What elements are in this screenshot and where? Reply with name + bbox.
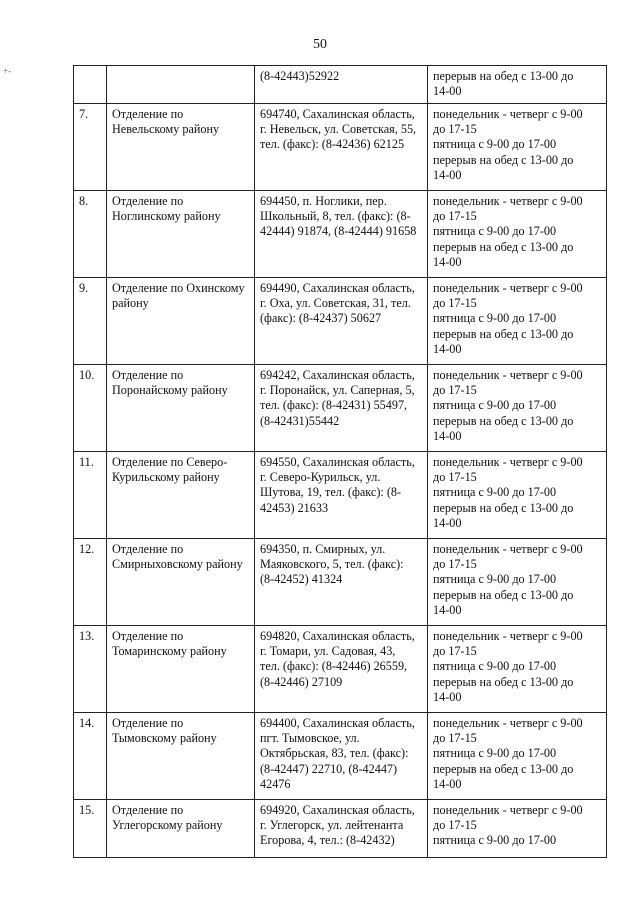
row-number: 13. [79, 629, 95, 643]
office-address: 694490, Сахалинская область, г. Оха, ул. Советская, 31, тел. (факс): (8-42437) 50627 [260, 281, 415, 326]
office-address: 694450, п. Ноглики, пер. Школьный, 8, тел. (факс): (8- 42444) 91874, (8-42444) 91658 [260, 194, 417, 239]
office-address: 694550, Сахалинская область, г. Северо-Курильск, ул. Шутова, 19, тел. (факс): (8- 42453) 21633 [260, 455, 415, 515]
office-name-cell [107, 713, 255, 800]
row-number: 11. [79, 455, 94, 469]
table-row [74, 800, 607, 858]
office-name: Отделение по Ноглинскому району [112, 194, 221, 224]
office-name: Отделение по Охинскому району [112, 281, 245, 311]
table-row [74, 452, 607, 539]
office-hours-cell [428, 278, 607, 365]
table-row [74, 365, 607, 452]
office-address: 694820, Сахалинская область, г. Томари, ул. Садовая, 43, тел. (факс): (8-42446) 26559, (8-42446) 27109 [260, 629, 415, 689]
office-name-cell [107, 539, 255, 626]
office-address-cell [255, 278, 428, 365]
row-number-cell [74, 800, 107, 858]
page-number: 50 [313, 37, 327, 52]
office-name: Отделение по Томаринскому району [112, 629, 227, 659]
row-number: 9. [79, 281, 89, 295]
row-number: 14. [79, 716, 95, 730]
row-number: 12. [79, 542, 95, 556]
office-address-cell [255, 800, 428, 858]
row-number-cell [74, 66, 107, 104]
office-hours: понедельник - четверг с 9-00 до 17-15 пятница с 9-00 до 17-00 перерыв на обед с 13-00 до 14-00 [433, 368, 583, 443]
row-number: 8. [79, 194, 89, 208]
table-row [74, 539, 607, 626]
office-hours-cell [428, 713, 607, 800]
office-address: 694400, Сахалинская область, пгт. Тымовское, ул. Октябрьская, 83, тел. (факс): (8-42447) 22710, (8-42447) 42476 [260, 716, 415, 791]
office-hours-cell [428, 452, 607, 539]
row-number-cell [74, 365, 107, 452]
branch-offices-table [73, 65, 607, 858]
row-number-cell [74, 539, 107, 626]
office-hours-cell [428, 104, 607, 191]
office-address-cell [255, 191, 428, 278]
office-name: Отделение по Тымовскому району [112, 716, 217, 746]
office-hours-cell [428, 365, 607, 452]
office-address: 694350, п. Смирных, ул. Маяковского, 5, тел. (факс): (8-42452) 41324 [260, 542, 404, 587]
table-row [74, 104, 607, 191]
office-hours: понедельник - четверг с 9-00 до 17-15 пятница с 9-00 до 17-00 перерыв на обед с 13-00 до 14-00 [433, 281, 583, 356]
office-address: (8-42443)52922 [260, 69, 340, 83]
office-hours: понедельник - четверг с 9-00 до 17-15 пятница с 9-00 до 17-00 перерыв на обед с 13-00 до 14-00 [433, 716, 583, 791]
row-number: 15. [79, 803, 95, 817]
office-hours-cell [428, 539, 607, 626]
row-number-cell [74, 278, 107, 365]
office-address: 694242, Сахалинская область, г. Поронайск, ул. Саперная, 5, тел. (факс): (8-42431) 55497, (8-42431)55442 [260, 368, 415, 428]
office-hours-cell [428, 800, 607, 858]
office-address-cell [255, 104, 428, 191]
scan-edge-mark: +- [3, 66, 12, 76]
office-name-cell [107, 104, 255, 191]
row-number-cell [74, 191, 107, 278]
office-hours: понедельник - четверг с 9-00 до 17-15 пятница с 9-00 до 17-00 [433, 803, 583, 848]
office-hours-cell [428, 66, 607, 104]
row-number-cell [74, 626, 107, 713]
office-address-cell [255, 452, 428, 539]
office-hours: понедельник - четверг с 9-00 до 17-15 пятница с 9-00 до 17-00 перерыв на обед с 13-00 до 14-00 [433, 455, 583, 530]
office-name: Отделение по Смирныховскому району [112, 542, 243, 572]
table-row [74, 66, 607, 104]
office-hours: перерыв на обед с 13-00 до 14-00 [433, 69, 574, 99]
office-hours: понедельник - четверг с 9-00 до 17-15 пятница с 9-00 до 17-00 перерыв на обед с 13-00 до 14-00 [433, 629, 583, 704]
office-hours-cell [428, 191, 607, 278]
office-name-cell [107, 365, 255, 452]
office-address-cell [255, 365, 428, 452]
office-hours: понедельник - четверг с 9-00 до 17-15 пятница с 9-00 до 17-00 перерыв на обед с 13-00 до 14-00 [433, 194, 583, 269]
office-name: Отделение по Северо- Курильскому району [112, 455, 228, 485]
office-name: Отделение по Поронайскому району [112, 368, 228, 398]
office-address-cell [255, 713, 428, 800]
office-name-cell [107, 278, 255, 365]
row-number: 7. [79, 107, 89, 121]
office-address-cell [255, 66, 428, 104]
row-number: 10. [79, 368, 95, 382]
table-row [74, 191, 607, 278]
row-number-cell [74, 104, 107, 191]
office-address-cell [255, 539, 428, 626]
office-name-cell [107, 191, 255, 278]
office-address: 694920, Сахалинская область, г. Углегорск, ул. лейтенанта Егорова, 4, тел.: (8-42432) [260, 803, 415, 848]
row-number-cell [74, 452, 107, 539]
table-row [74, 278, 607, 365]
office-hours: понедельник - четверг с 9-00 до 17-15 пятница с 9-00 до 17-00 перерыв на обед с 13-00 до 14-00 [433, 107, 583, 182]
office-address: 694740, Сахалинская область, г. Невельск, ул. Советская, 55, тел. (факс): (8-42436) 62125 [260, 107, 417, 152]
office-address-cell [255, 626, 428, 713]
office-hours: понедельник - четверг с 9-00 до 17-15 пятница с 9-00 до 17-00 перерыв на обед с 13-00 до 14-00 [433, 542, 583, 617]
office-name-cell [107, 800, 255, 858]
table-row [74, 713, 607, 800]
row-number-cell [74, 713, 107, 800]
table-row [74, 626, 607, 713]
office-name-cell [107, 626, 255, 713]
office-name-cell [107, 66, 255, 104]
office-name: Отделение по Невельскому району [112, 107, 220, 137]
office-name: Отделение по Углегорскому району [112, 803, 223, 833]
office-hours-cell [428, 626, 607, 713]
office-name-cell [107, 452, 255, 539]
